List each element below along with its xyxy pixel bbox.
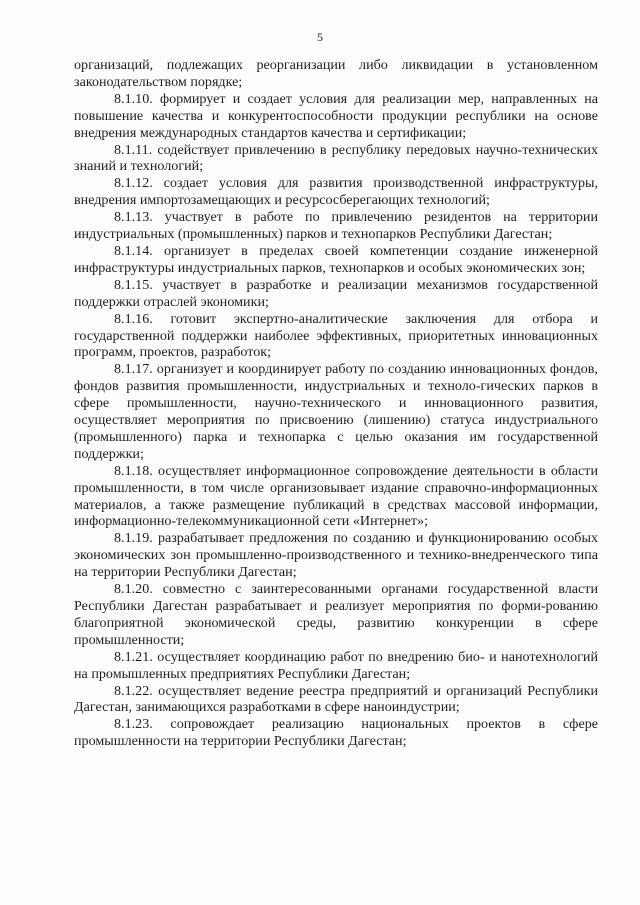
paragraph-8-1-15: 8.1.15. участвует в разработке и реализации механизмов государственной поддержки отраслей экономики;	[74, 276, 598, 310]
paragraph-8-1-23: 8.1.23. сопровождает реализацию национальных проектов в сфере промышленности на территории Республики Дагестан;	[74, 716, 598, 750]
paragraph-8-1-18: 8.1.18. осуществляет информационное сопровождение деятельности в области промышленности, в том числе организовывает издание справочно-информационных материалов, а также размещение публикаций в средствах массовой информации, информационно-телекоммуникационной сети «Интернет»;	[74, 462, 598, 530]
paragraph-8-1-17: 8.1.17. организует и координирует работу по созданию инновационных фондов, фондов развития промышленности, индустриальных и техноло-гических парков в сфере промышленности, научно-технического и инновационного развития, осуществляет мероприятия по присвоению (лишению) статуса индустриального (промышленного) парка и технопарка с целью оказания им государственной поддержки;	[74, 361, 598, 462]
paragraph-8-1-14: 8.1.14. организует в пределах своей компетенции создание инженерной инфраструктуры индустриальных парков, технопарков и особых экономических зон;	[74, 242, 598, 276]
paragraph-0: организаций, подлежащих реорганизации либо ликвидации в установленном законодательством порядке;	[74, 57, 598, 90]
paragraph-8-1-22: 8.1.22. осуществляет ведение реестра предприятий и организаций Республики Дагестан, занимающихся разработками в сфере наноиндустрии;	[74, 682, 598, 716]
paragraph-8-1-16: 8.1.16. готовит экспертно-аналитические заключения для отбора и государственной поддержки наиболее эффективных, приоритетных инновационных программ, проектов, разработок;	[74, 310, 598, 361]
page-number: 5	[317, 30, 323, 44]
paragraph-8-1-11: 8.1.11. содействует привлечению в республику передовых научно-технических знаний и технологий;	[74, 141, 598, 175]
paragraph-8-1-13: 8.1.13. участвует в работе по привлечению резидентов на территории индустриальных (промышленных) парков и технопарков Республики Дагестан;	[74, 209, 598, 243]
paragraph-8-1-20: 8.1.20. совместно с заинтересованными органами государственной власти Республики Дагестан разрабатывает и реализует мероприятия по форми-рованию благоприятной экономической среды, развитию конкуренции в сфере промышленности;	[74, 581, 598, 648]
paragraph-8-1-19: 8.1.19. разрабатывает предложения по созданию и функционированию особых экономических зон промышленно-производственного и технико-внедренческого типа на территории Республики Дагестан;	[74, 530, 598, 581]
paragraph-8-1-21: 8.1.21. осуществляет координацию работ по внедрению био- и нанотехнологий на промышленных предприятиях Республики Дагестан;	[74, 648, 598, 682]
paragraph-8-1-12: 8.1.12. создает условия для развития производственной инфраструктуры, внедрения импортозамещающих и ресурсосберегающих технологий;	[74, 175, 598, 209]
paragraph-8-1-10: 8.1.10. формирует и создает условия для реализации мер, направленных на повышение качества и конкурентоспособности продукции республики на основе внедрения международных стандартов качества и сертификации;	[74, 90, 598, 141]
document-body	[74, 57, 598, 750]
